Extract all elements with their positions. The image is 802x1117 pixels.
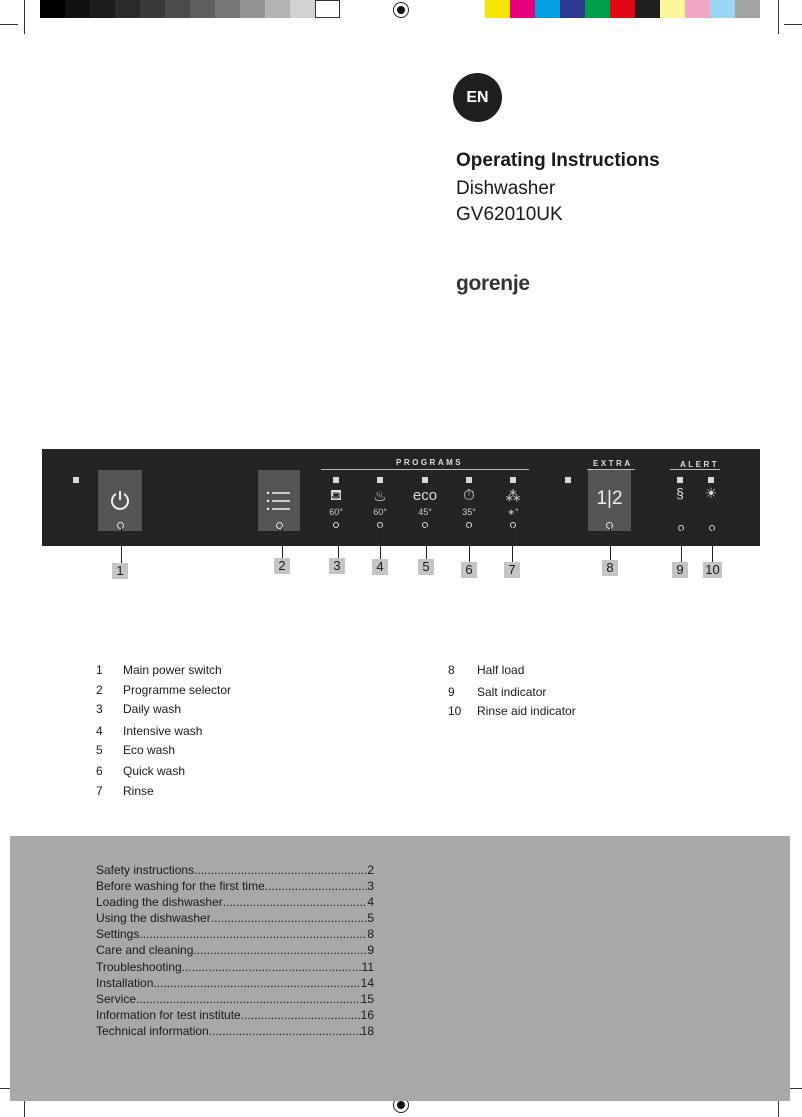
toc-entry[interactable] (96, 879, 374, 893)
toc-entry[interactable] (96, 911, 374, 925)
callout-number: 1 (112, 563, 128, 579)
program-temperature: 35° (462, 507, 476, 517)
callout-leader-line (469, 527, 470, 562)
toc-title: Troubleshooting (96, 960, 182, 974)
grey-swatch (140, 0, 165, 18)
toc-page-number: 14 (360, 976, 374, 990)
callout-number: 10 (703, 562, 722, 578)
toc-page-number: 18 (360, 1024, 374, 1038)
toc-title: Technical information (96, 1024, 209, 1038)
salt-icon: § (676, 485, 684, 501)
callout-leader-line (338, 527, 339, 558)
callout-leader-line (610, 527, 611, 560)
brand-logo: gorenje (456, 272, 530, 295)
process-swatch (535, 0, 560, 18)
callout-number: 3 (329, 558, 345, 574)
grey-swatch (40, 0, 65, 18)
toc-entry[interactable] (96, 1024, 374, 1038)
programme-selector-button[interactable] (258, 470, 300, 531)
crop-mark (24, 0, 25, 34)
grey-swatch (215, 0, 240, 18)
legend-label: Rinse (123, 784, 154, 798)
legend-label: Half load (477, 663, 525, 677)
toc-entry[interactable] (96, 960, 374, 974)
program-led (422, 477, 428, 483)
power-led (73, 477, 79, 483)
toc-leader-dots (194, 863, 367, 877)
grey-swatch (265, 0, 290, 18)
toc-leader-dots (265, 879, 368, 893)
program-button[interactable] (422, 522, 428, 528)
process-swatch (585, 0, 610, 18)
legend-number: 8 (448, 663, 455, 677)
process-swatch (685, 0, 710, 18)
process-swatch (735, 0, 760, 18)
legend-number: 2 (96, 683, 103, 697)
legend-number: 6 (96, 764, 103, 778)
callout-number: 5 (418, 559, 434, 575)
extra-label: EXTRA (593, 459, 633, 468)
program-temperature: ∗° (507, 507, 519, 517)
legend-number: 5 (96, 743, 103, 757)
toc-title: Service (96, 992, 137, 1006)
toc-entry[interactable] (96, 895, 374, 909)
callout-number: 4 (372, 559, 388, 575)
legend-label: Programme selector (123, 683, 232, 697)
toc-leader-dots (182, 960, 362, 974)
callout-leader-line (282, 527, 283, 558)
grey-swatch (65, 0, 90, 18)
process-swatch (660, 0, 685, 18)
toc-title: Before washing for the first time (96, 879, 265, 893)
toc-entry[interactable] (96, 976, 374, 990)
eco-wash-icon: eco (412, 487, 438, 504)
daily-wash-icon: ⛾ (329, 487, 343, 504)
toc-entry[interactable] (96, 863, 374, 877)
toc-title: Installation (96, 976, 154, 990)
quick-wash-icon: ⏱ (463, 487, 475, 504)
half-load-led (565, 477, 571, 483)
toc-entry[interactable] (96, 943, 374, 957)
program-temperature: 60° (329, 507, 343, 517)
callout-leader-line (380, 527, 381, 559)
toc-title: Using the dishwasher (96, 911, 211, 925)
legend-number: 1 (96, 663, 103, 677)
toc-title: Loading the dishwasher (96, 895, 223, 909)
toc-leader-dots (153, 976, 360, 990)
crop-mark (784, 24, 802, 25)
legend-label: Main power switch (123, 663, 222, 677)
legend-number: 4 (96, 724, 103, 738)
crop-mark (778, 0, 779, 34)
legend-label: Quick wash (123, 764, 186, 778)
grey-swatch (165, 0, 190, 18)
control-panel (42, 449, 760, 546)
alert-divider (670, 469, 720, 470)
document-subtitle: Dishwasher (456, 178, 556, 199)
alert-label: ALERT (680, 460, 720, 469)
callout-leader-line (121, 527, 122, 563)
legend-label: Salt indicator (477, 685, 547, 699)
toc-leader-dots (241, 1008, 361, 1022)
program-led (333, 477, 339, 483)
program-led (510, 477, 516, 483)
grey-swatch (290, 0, 315, 18)
toc-title: Care and cleaning (96, 943, 194, 957)
process-swatch (710, 0, 735, 18)
salt-led (677, 477, 683, 483)
program-button[interactable] (510, 522, 516, 528)
legend-number: 7 (96, 784, 103, 798)
program-temperature: 60° (373, 507, 387, 517)
callout-number: 6 (461, 562, 477, 578)
process-swatch (510, 0, 535, 18)
legend-label: Eco wash (123, 743, 176, 757)
toc-title: Safety instructions (96, 863, 195, 877)
intensive-wash-icon: ♨ (373, 488, 387, 505)
toc-page-number: 2 (367, 863, 374, 877)
callout-leader-line (512, 527, 513, 562)
callout-number: 2 (274, 558, 290, 574)
grey-swatch (240, 0, 265, 18)
toc-page-number: 3 (367, 879, 374, 893)
rinse-icon: ⁂ (505, 488, 521, 505)
callout-leader-line (426, 527, 427, 559)
toc-entry[interactable] (96, 992, 374, 1006)
language-badge: EN (453, 73, 502, 122)
legend-label: Daily wash (123, 702, 182, 716)
grey-swatch (115, 0, 140, 18)
legend-label: Rinse aid indicator (477, 704, 576, 718)
grey-swatch (90, 0, 115, 18)
toc-page-number: 9 (367, 943, 374, 957)
callout-number: 9 (672, 562, 688, 578)
programs-label: PROGRAMS (396, 458, 464, 467)
program-temperature: 45° (418, 507, 432, 517)
toc-page-number: 16 (360, 1008, 374, 1022)
rinse-aid-icon: ☀ (704, 485, 718, 501)
callout-leader-line (712, 527, 713, 562)
toc-leader-dots (211, 911, 368, 925)
programs-divider (321, 469, 529, 470)
toc-entry[interactable] (96, 927, 374, 941)
toc-page-number: 11 (361, 960, 374, 974)
power-button[interactable] (98, 470, 142, 531)
toc-page-number: 4 (367, 895, 374, 909)
process-swatch (610, 0, 635, 18)
toc-title: Settings (96, 927, 140, 941)
toc-leader-dots (223, 895, 368, 909)
legend-number: 3 (96, 702, 103, 716)
process-swatch (485, 0, 510, 18)
toc-page-number: 15 (360, 992, 374, 1006)
program-led (466, 477, 472, 483)
grey-swatch (315, 0, 340, 18)
callout-leader-line (681, 527, 682, 562)
power-icon (109, 489, 131, 511)
toc-leader-dots (139, 927, 367, 941)
process-swatch (635, 0, 660, 18)
list-icon (266, 490, 292, 512)
rinse-aid-led (708, 477, 714, 483)
model-number: GV62010UK (456, 204, 563, 225)
toc-entry[interactable] (96, 1008, 374, 1022)
half-load-icon: 1|2 (596, 488, 623, 509)
legend-number: 10 (448, 704, 462, 718)
legend-number: 9 (448, 685, 455, 699)
toc-page-number: 5 (367, 911, 374, 925)
toc-page-number: 8 (367, 927, 374, 941)
toc-leader-dots (193, 943, 367, 957)
grey-swatch (190, 0, 215, 18)
document-title: Operating Instructions (456, 150, 660, 171)
crop-mark (0, 24, 18, 25)
callout-number: 8 (602, 560, 618, 576)
program-led (377, 477, 383, 483)
toc-leader-dots (209, 1024, 361, 1038)
toc-leader-dots (136, 992, 361, 1006)
half-load-button[interactable] (588, 470, 631, 531)
registration-mark-icon (393, 2, 409, 18)
callout-number: 7 (504, 562, 520, 578)
process-swatch (560, 0, 585, 18)
toc-title: Information for test institute (96, 1008, 241, 1022)
legend-label: Intensive wash (123, 724, 203, 738)
